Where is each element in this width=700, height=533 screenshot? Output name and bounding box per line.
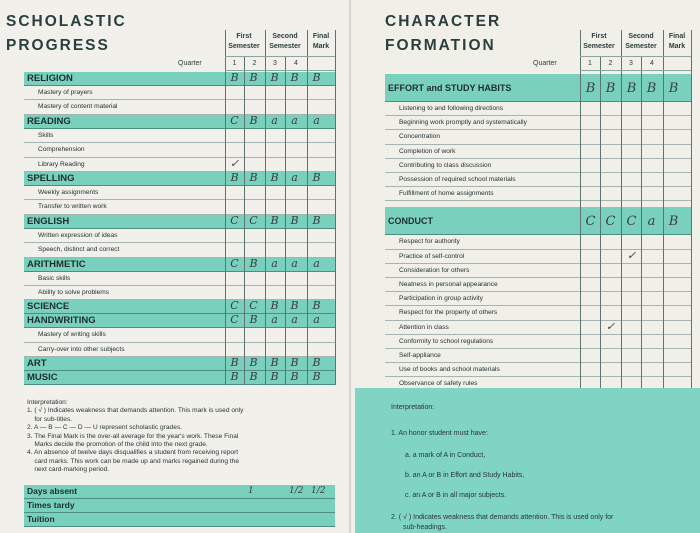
row-label: Concentration [399,133,441,141]
trait-row [385,173,691,187]
grade-mark: C [249,299,258,313]
right-title-line2: FORMATION [385,37,496,54]
subskill-row [24,229,335,243]
grade-mark: B [290,299,299,313]
right-title-line1: CHARACTER [385,13,502,30]
interpretation-line: Marks decide the promotion of the child into the next grade. [27,441,208,449]
trait-row [385,278,691,292]
left-first-semester-label: Semester [228,43,260,50]
grade-mark: B [312,370,321,384]
trait-row [385,145,691,159]
grid-line [691,30,692,392]
grade-mark: B [290,213,299,227]
row-label: Library Reading [38,160,85,168]
trait-row [385,321,691,335]
trait-row [385,159,691,173]
grade-mark: C [605,214,616,230]
right-quarter-3: 3 [629,60,633,67]
trait-row [385,250,691,264]
row-label: Contributing to class discussion [399,161,492,169]
right-second-label: Second [628,33,654,40]
interpretation-line: for sub-titles. [27,415,73,423]
attendance-label: Days absent [27,486,78,496]
row-label: Transfer to written work [38,203,107,211]
right-final-label: Final [668,33,686,40]
right-quarter-label: Quarter [533,60,557,67]
interpretation-line: 4. An absence of twelve days disqualifies a student from receiving report [27,449,239,457]
row-label: Conformity to school regulations [399,337,494,345]
grade-mark: B [290,71,299,84]
row-label: Weekly assignments [38,189,99,196]
interpretation-line: 1. An honor student must have: [391,430,488,437]
grade-mark: a [271,313,278,327]
grade-mark: C [230,313,239,327]
grade-mark: B [249,256,258,270]
subskill-row [24,86,335,100]
row-label: READING [27,115,71,127]
grade-mark: B [605,81,616,96]
row-label: Carry-over into other subjects [38,345,125,353]
grade-mark: B [249,370,258,384]
attendance-row [24,513,335,527]
grid-line [580,30,581,392]
left-quarter-4: 4 [294,60,298,67]
left-final-label: Final [312,33,330,40]
grade-mark: B [312,299,321,313]
grade-mark: B [312,71,321,84]
grade-mark: C [230,213,239,227]
attendance-label: Tuition [27,514,55,524]
row-label: Self-appliance [399,352,441,359]
grade-mark: ✓ [229,156,240,170]
grade-mark: a [313,256,320,270]
row-label: Ability to solve problems [38,289,110,296]
grade-mark: B [230,370,239,384]
left-second-label: Second [272,33,298,40]
left-mark-label: Mark [312,43,330,50]
grade-mark: B [249,71,258,84]
interpretation-line: c. an A or B in all major subjects. [405,492,507,499]
trait-row [385,264,691,278]
attendance-mark: 1/2 [311,486,326,496]
row-label: Mastery of content material [38,103,118,111]
row-label: Possession of required school materials [399,176,516,183]
grade-mark: B [230,71,239,84]
left-first-semester-header [225,32,263,52]
grade-mark: B [626,81,637,96]
grid-line [641,56,642,392]
interpretation-line: 2. ( √ ) Indicates weakness that demands attention. This is used only for [391,514,614,521]
row-label: Listening to and following directions [399,105,504,112]
grade-mark: B [249,313,258,327]
row-label: RELIGION [27,73,73,84]
interpretation-line: next card-marking period. [27,466,110,474]
grade-mark: B [270,71,279,84]
grade-mark: C [230,299,239,313]
grade-mark: B [585,81,596,96]
interpretation-line: 3. The Final Mark is the over-all average for the year's work. These Final [27,432,239,440]
trait-row [385,130,691,144]
row-label: Neatness in personal appearance [399,281,498,288]
subskill-row [24,186,335,200]
right-first-semester-header [580,32,618,52]
trait-row [385,102,691,116]
row-label: Written expression of ideas [38,231,118,239]
row-label: ART [27,358,47,370]
left-title-line1: SCHOLASTIC [6,13,127,30]
trait-row [385,335,691,349]
grid-line [265,30,266,385]
grade-mark: B [290,370,299,384]
row-label: Respect for authority [399,238,460,246]
grade-mark: B [290,356,299,370]
subskill-row [24,343,335,357]
grade-mark: C [230,113,239,127]
subskill-row [24,100,335,114]
trait-row [385,292,691,306]
subskill-row [24,286,335,300]
row-label: Speech, distinct and correct [38,246,120,254]
subskill-row [24,328,335,342]
grid-line [580,70,691,71]
grade-mark: a [291,113,298,127]
interpretation-line: Interpretation: [27,399,68,406]
scholastic-progress-page [0,0,349,533]
row-label: Beginning work promptly and systematically [399,119,527,127]
grid-line [580,56,691,57]
left-quarter-1: 1 [232,60,237,67]
row-label: Participation in group activity [399,295,483,303]
left-interpretation [27,399,347,475]
interpretation-line: card marks. This work can be made up and marks regained during the [27,457,240,465]
row-label: Basic skills [38,274,71,282]
subskill-row [24,129,335,143]
grade-mark: B [270,213,279,227]
left-second-semester-header [265,32,305,52]
right-final-mark-header [663,32,691,52]
grade-mark: B [668,81,679,96]
subskill-row [24,158,335,172]
grid-line [285,56,286,385]
row-label: Fulfillment of home assignments [399,190,494,198]
grade-mark: a [291,313,298,327]
trait-row [385,306,691,320]
subskill-row [24,200,335,214]
trait-row [385,187,691,201]
grid-line [225,30,226,385]
row-label: Respect for the property of others [399,309,498,317]
trait-row [385,235,691,249]
row-label: CONDUCT [388,216,433,227]
row-label: ENGLISH [27,215,70,227]
grade-mark: a [313,113,320,127]
grid-line [663,30,664,392]
attendance-row [24,499,335,513]
row-label: Practice of self-control [399,252,465,260]
grade-mark: C [626,214,637,230]
grade-mark: B [249,356,258,370]
row-label: Attention in class [399,323,449,331]
row-label: Comprehension [38,146,85,154]
grade-mark: B [668,214,679,230]
grade-mark: B [249,171,258,184]
grade-mark: a [271,113,278,127]
subskill-row [24,272,335,286]
attendance-mark: 1 [248,486,254,496]
grade-mark: B [270,370,279,384]
grade-mark: C [249,213,258,227]
subskill-row [24,243,335,257]
left-title-line2: PROGRESS [6,37,110,54]
row-label: EFFORT and STUDY HABITS [388,83,512,93]
grade-mark: C [230,256,239,270]
row-label: SCIENCE [27,301,70,313]
grade-mark: B [230,171,239,184]
row-label: Use of books and school materials [399,366,500,374]
row-label: HANDWRITING [27,315,96,327]
row-label: SPELLING [27,173,75,184]
right-quarter-1: 1 [588,60,592,67]
grade-mark: B [270,299,279,313]
right-quarter-2: 2 [608,60,613,67]
grade-mark: a [313,313,320,327]
row-label: Skills [38,131,54,139]
right-mark-label: Mark [668,43,686,50]
grade-mark: a [291,256,298,270]
grid-line [621,30,622,392]
interpretation-line: Interpretation: [391,404,435,411]
row-label: Completion of work [399,147,456,155]
grid-line [335,30,336,385]
interpretation-line: b. an A or B in Effort and Study Habits, [405,472,525,479]
grade-mark: B [312,171,321,184]
interpretation-line: sub-headings. [403,524,447,531]
right-second-semester-label: Semester [625,43,657,50]
right-second-semester-header [621,32,661,52]
grade-mark: B [312,213,321,227]
row-label: Mastery of writing skills [38,331,106,339]
interpretation-line: 2. A — B — C — D — U represent scholastic grades. [27,424,183,432]
grade-mark: B [230,356,239,370]
grade-mark: B [249,113,258,127]
attendance-mark: 1/2 [289,486,304,496]
grid-line [225,56,335,57]
interpretation-line: 1. ( √ ) Indicates weakness that demands attention. This mark is used only [27,407,244,415]
interpretation-line: a. a mark of A in Conduct, [405,452,486,459]
grade-mark: ✓ [626,248,637,262]
trait-row [385,363,691,377]
left-quarter-label: Quarter [178,60,202,67]
grade-mark: B [646,81,657,96]
trait-row [385,116,691,130]
trait-row [385,349,691,363]
grade-mark: B [270,356,279,370]
row-label: Mastery of prayers [38,89,93,96]
row-label: Consideration for others [399,266,470,274]
grid-line [307,30,308,385]
subskill-row [24,143,335,157]
left-quarter-3: 3 [273,60,277,67]
grade-mark: a [291,171,298,184]
right-quarter-4: 4 [650,60,654,67]
left-first-label: First [236,33,252,40]
left-final-mark-header [307,32,335,52]
grade-mark: a [271,256,278,270]
row-label: MUSIC [27,372,58,384]
attendance-label: Times tardy [27,500,75,510]
right-first-label: First [591,33,607,40]
grid-line [244,56,245,385]
grade-mark: ✓ [605,319,616,333]
row-label: ARITHMETIC [27,258,86,270]
grade-mark: C [585,214,596,230]
row-label: Observance of safety rules [399,380,478,388]
left-second-semester-label: Semester [269,43,301,50]
grade-mark: B [312,356,321,370]
left-quarter-2: 2 [252,60,257,67]
grade-mark: a [647,214,656,230]
character-formation-page [351,0,700,533]
right-first-semester-label: Semester [583,43,615,50]
grid-line [600,56,601,392]
grade-mark: B [270,171,279,184]
